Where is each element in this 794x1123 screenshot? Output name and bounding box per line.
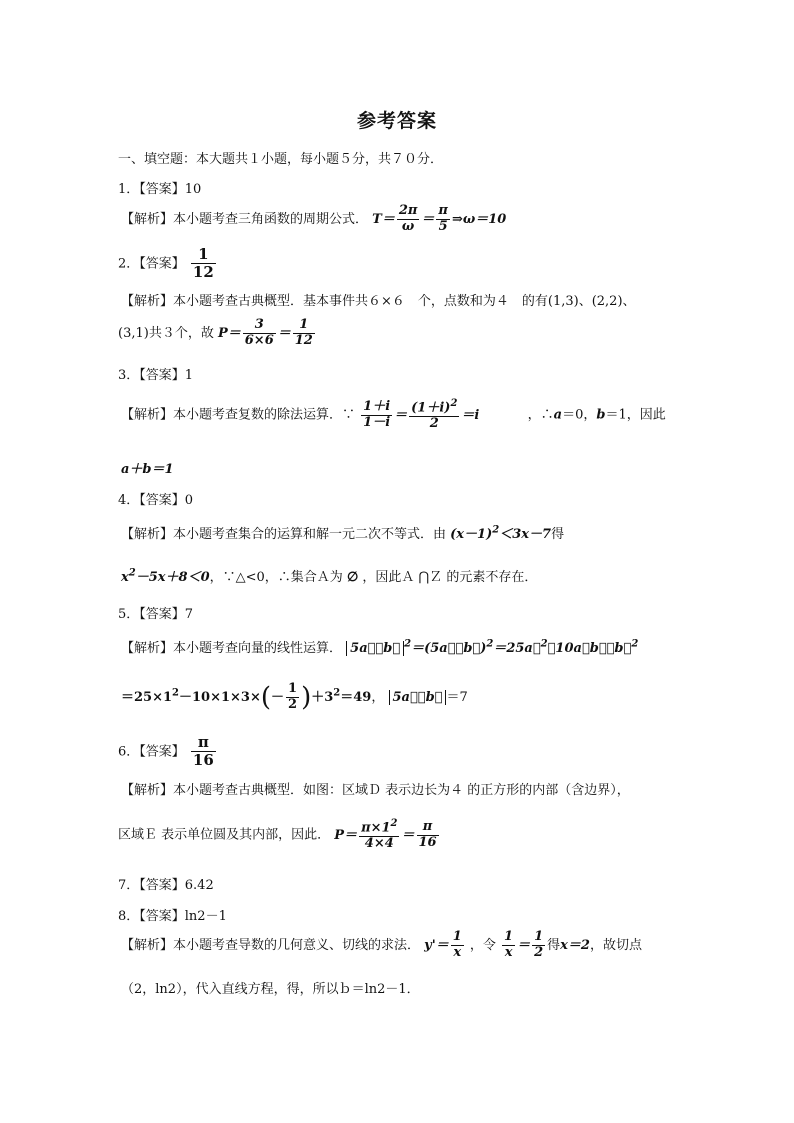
q3-analysis: 【解析】本小题考查复数的除法运算．∵ $\frac{1+i}{1-i}$ ＝ $\frac{(1+i)^2}{2}$ ＝i ，∴a＝0，b＝1，因此 — [121, 398, 666, 432]
q7-answer: 7．【答案】6.42 — [118, 878, 214, 893]
q5-analysis: 【解析】本小题考查向量的线性运算． 5a⃗－b⃗ $^2$＝(5a⃗－b⃗)$^2$＝25a⃗$^2$－10a⃗b⃗＋b⃗$^2$ — [121, 638, 639, 656]
q2-fraction: $\frac{1}{12}$ — [192, 245, 214, 282]
q4-analysis: 【解析】本小题考查集合的运算和解一元二次不等式．由 $(x-1)^2<3x-7$得 — [121, 524, 565, 542]
q1-answer: 1．【答案】10 — [118, 182, 202, 197]
q8-answer: 8．【答案】ln2－1 — [118, 909, 227, 924]
q2-analysis-line2: (3,1)共３个，故 P＝ $\frac{3}{6\times 6}$ ＝ $\frac{1}{12}$ — [118, 317, 313, 348]
q8-analysis-line2: （2，ln2），代入直线方程，得，所以ｂ＝ln2－1． — [121, 982, 420, 997]
q4-analysis-line2: $x^2-5x+8<0$，∵△<0，∴集合Ａ为 ∅ ，因此Ａ ⋂Ｚ 的元素不存在． — [121, 567, 538, 585]
q2-answer: 2．【答案】 $\frac{1}{12}$ — [118, 245, 214, 282]
page-title: 参考答案 — [356, 110, 437, 132]
section-heading: 一、填空题：本大题共１小题，每小题５分，共７０分． — [118, 152, 444, 167]
q8-analysis: 【解析】本小题考查导数的几何意义、切线的求法． y'＝ $\frac{1}{x}$ ，令 $\frac{1}{x}$ ＝ $\frac{1}{2}$ 得x＝2，故切点 — [121, 929, 642, 960]
q6-analysis: 【解析】本小题考查古典概型．如图：区域Ｄ 表示边长为４ 的正方形的内部（含边界）， — [121, 783, 630, 798]
q6-analysis-line2: 区域Ｅ 表示单位圆及其内部，因此． P＝ $\frac{\pi\times 1^2}{4\times 4}$ ＝ $\frac{\pi}{16}$ — [118, 818, 437, 852]
q5-calc: $=25\times 1^2-10\times 1\times 3\times(-$ $\frac{1}{2}$ )$+3^2=49$， 5a⃗－b⃗ ＝7 — [121, 681, 468, 713]
q3-result: a＋b＝1 — [121, 462, 174, 477]
q4-answer: 4．【答案】0 — [118, 493, 194, 508]
q1-formula: T＝ $\frac{2\pi}{\omega}$ ＝ $\frac{\pi}{5}$ ⇒ω＝10 — [372, 203, 507, 234]
q6-answer: 6．【答案】 $\frac{\pi}{16}$ — [118, 733, 214, 770]
q2-analysis: 【解析】本小题考查古典概型．基本事件共６×６ 个，点数和为４ 的有(1,3)、(2,2)、 — [121, 294, 636, 309]
q3-answer: 3．【答案】1 — [118, 368, 194, 383]
empty-set-symbol: ∅ — [346, 570, 359, 585]
q5-answer: 5．【答案】7 — [118, 607, 194, 622]
q1-analysis: 【解析】本小题考查三角函数的周期公式． T＝ $\frac{2\pi}{\omega}$ ＝ $\frac{\pi}{5}$ ⇒ω＝10 — [121, 203, 507, 234]
